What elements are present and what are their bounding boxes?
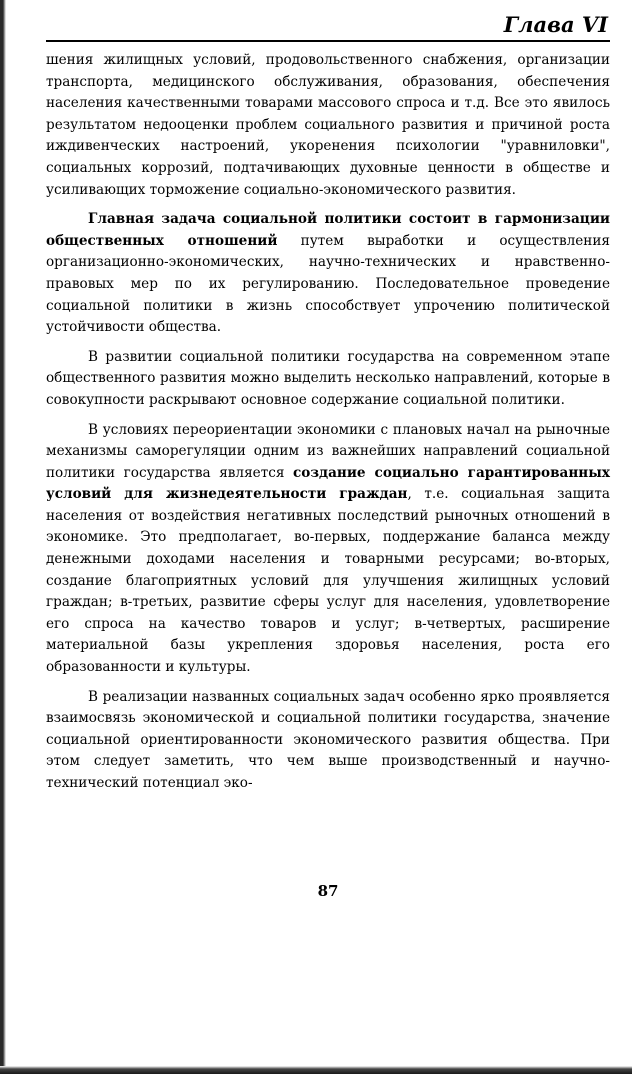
paragraph-3 <box>46 347 610 412</box>
paragraph-5-text: В реализации названных социальных задач особенно ярко проявляется взаимосвязь экономической и социальной политики государства, значение социальной ориентированности экономического развития общества. При этом следует заметить, что чем выше производственный и научно-технический потенциал эко- <box>46 688 610 791</box>
chapter-title: Глава VI <box>503 12 608 37</box>
scan-left-edge <box>0 0 6 1074</box>
paragraph-2-emphasis: Главная задача социальной политики состоит в гармонизации общественных отношений <box>46 211 610 249</box>
paragraph-2-text: путем выработки и осуществления организационно-экономических, научно-технических и нравственно-правовых мер по их регулированию. Последовательное проведение социальной политики в жизнь способствует упрочению политической устойчивости общества. <box>46 232 610 336</box>
running-header <box>46 12 610 42</box>
paragraph-1-text: шения жилищных условий, продовольственного снабжения, организации транспорта, медицинского обслуживания, образования, обеспечения населения качественными товарами массового спроса и т.д. Все это явилось результатом недооценки проблем социального развития и причиной роста иждивенческих настроений, укоренения психологии "уравниловки", социальных коррозий, подтачивающих духовные ценности в обществе и усиливающих торможение социально-экономического развития. <box>46 52 610 198</box>
body-text <box>46 50 610 795</box>
scan-bottom-edge <box>0 1066 632 1074</box>
paragraph-4-emphasis: создание социально гарантированных условий для жизнедеятельности граждан <box>46 464 610 503</box>
page-number: 87 <box>317 882 339 900</box>
paragraph-5 <box>46 687 610 795</box>
paragraph-3-text: В развитии социальной политики государства на современном этапе общественного развития можно выделить несколько направлений, которые в совокупности раскрывают основное содержание социальной политики. <box>46 348 610 408</box>
paragraph-4 <box>46 420 610 679</box>
paragraph-4-text-a: В условиях переориентации экономики с плановых начал на рыночные механизмы саморегуляции одним из важнейших направлений социальной политики государства является <box>46 421 610 481</box>
paragraph-1 <box>46 50 610 201</box>
paragraph-2 <box>46 209 610 339</box>
paragraph-4-text-b: , т.е. социальная защита населения от воздействия негативных последствий рыночных отношений в экономике. Это предполагает, во-первых, поддержание баланса между денежными доходами населения и товарными ресурсами; во-вторых, создание благоприятных условий для улучшения жилищных условий граждан; в-третьих, развитие сферы услуг для населения, удовлетворение его спроса на качество товаров и услуг; в-четвертых, расширение материальной базы укрепления здоровья населения, роста его образованности и культуры. <box>46 486 610 676</box>
book-page <box>46 12 610 900</box>
